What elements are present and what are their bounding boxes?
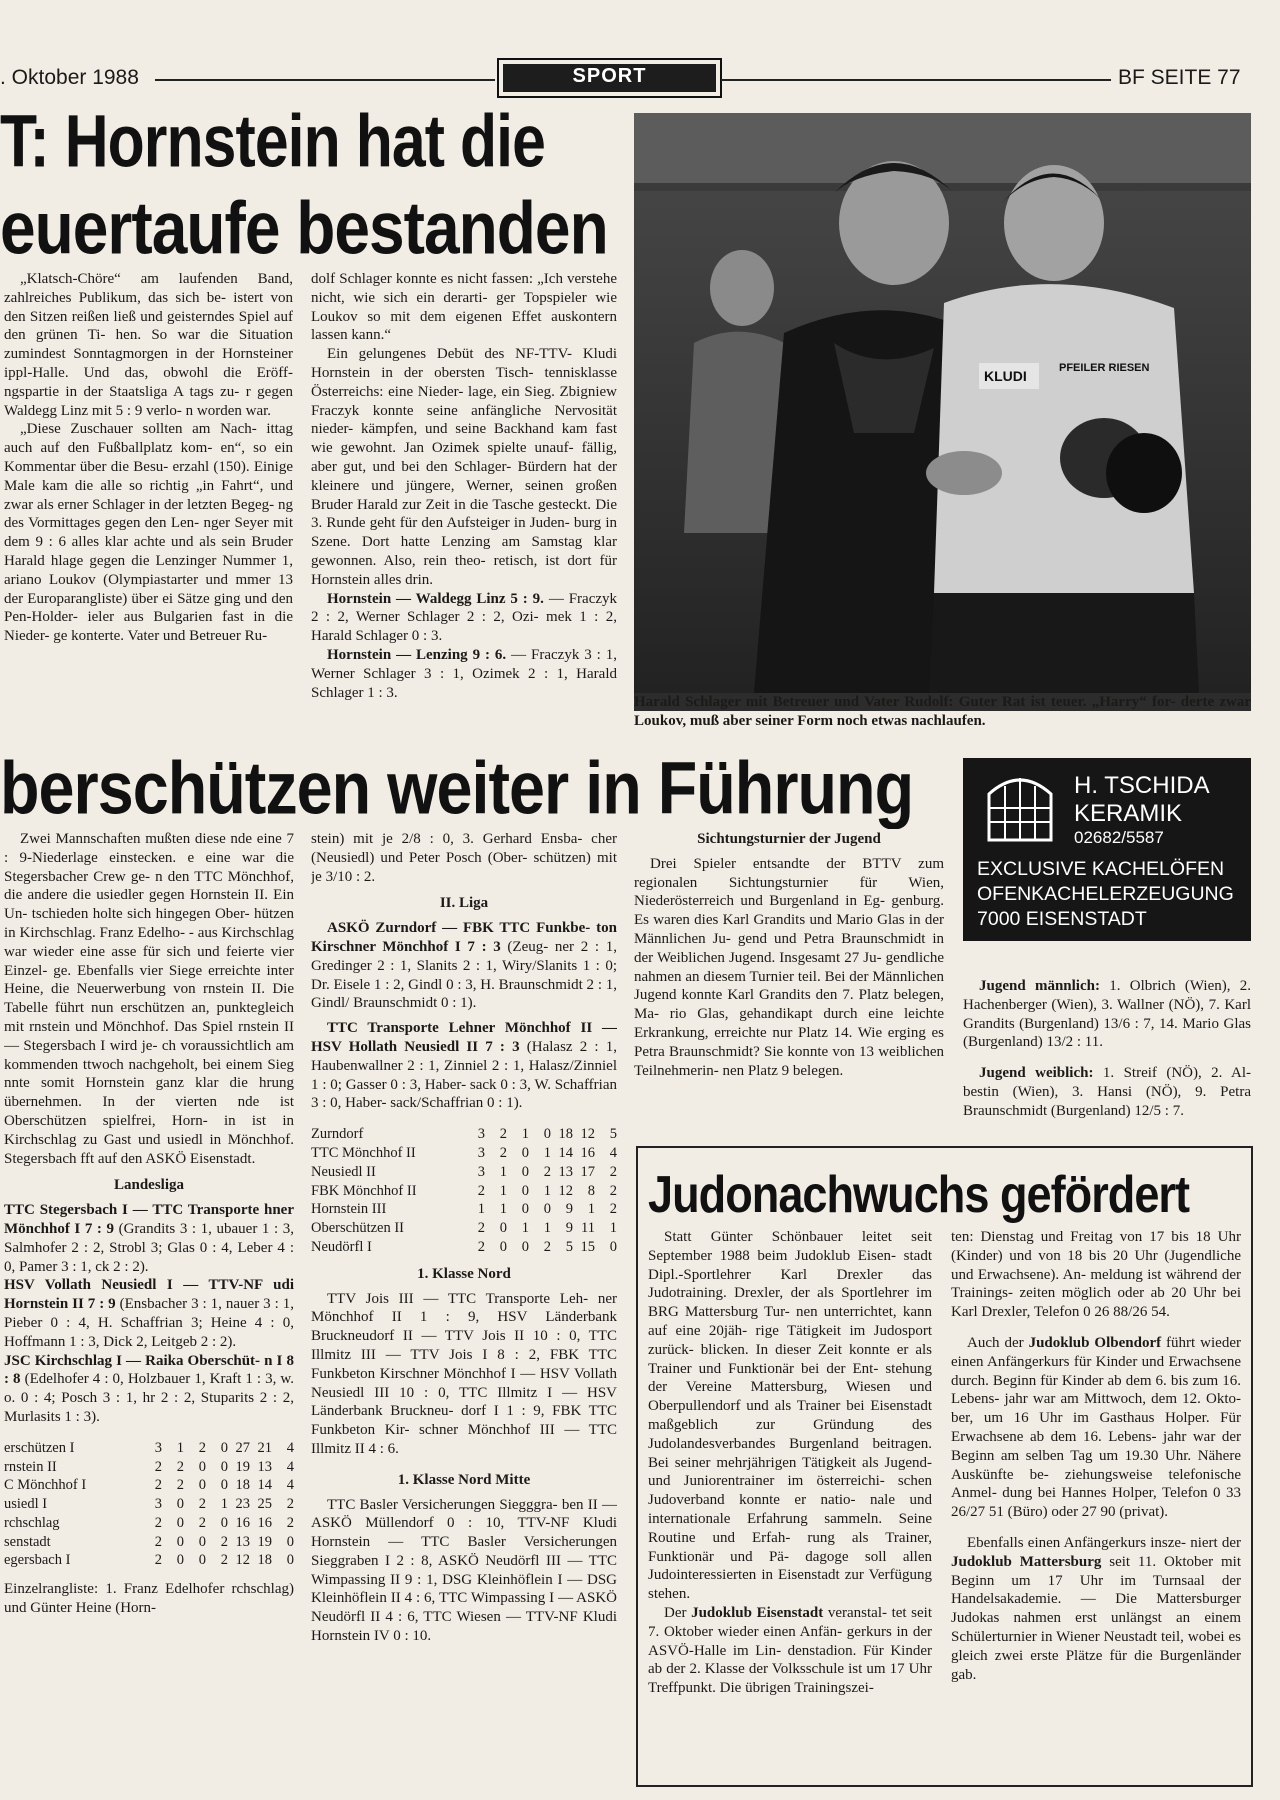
standings-value: 1 — [477, 1201, 485, 1218]
standings-value: 0 — [286, 1552, 294, 1569]
standings-row — [311, 1238, 617, 1257]
standings-value: 13 — [257, 1458, 272, 1475]
photo-caption: Harald Schlager mit Betreuer und Vater Rudolf: Guter Rat ist teuer. „Harry“ for- derte zwar Loukov, muß aber seiner Form noch etwas nachlaufen. — [634, 694, 1251, 729]
standings-value: 0 — [609, 1238, 617, 1255]
team-name: egersbach I — [4, 1552, 71, 1569]
jugend-maennlich — [963, 977, 1251, 1052]
standings-value: 1 — [521, 1126, 529, 1143]
standings-value: 0 — [198, 1458, 206, 1475]
judo-article-box — [636, 1146, 1253, 1787]
standings-value: 19 — [235, 1458, 250, 1475]
result-headline: Hornstein — Lenzing 9 : 6. — [327, 646, 507, 663]
standings-value: 0 — [521, 1238, 529, 1255]
text: Der — [664, 1604, 692, 1621]
standings-value: 2 — [154, 1533, 162, 1550]
standings-row — [311, 1200, 617, 1219]
standings-value: 0 — [220, 1477, 228, 1494]
standings-value: 18 — [235, 1477, 250, 1494]
standings-value: 1 — [543, 1220, 551, 1237]
standings-value: 17 — [580, 1163, 595, 1180]
standings-value: 0 — [521, 1163, 529, 1180]
team-name: senstadt — [4, 1533, 51, 1550]
standings-row — [4, 1476, 294, 1495]
game-details: (Halasz 2 : 1, Haubenwallner 2 : 1, Zinniel 2 : 1, Halasz/Zinniel 1 : 0; Gasser 0 : 3, Haber- sack 0 : 3, W. Schaffrian 3 : 0, Haber- sack/Schaffrian 0 : 1). — [311, 1038, 617, 1112]
standings-value: 9 — [565, 1220, 573, 1237]
standings-row — [311, 1163, 617, 1182]
landesliga-game — [4, 1352, 294, 1427]
tile-stove-icon — [981, 772, 1059, 842]
ad-line: EXCLUSIVE KACHELÖFEN — [977, 858, 1225, 880]
article1-result — [311, 590, 617, 646]
standings-value: 4 — [286, 1477, 294, 1494]
standings-value: 1 — [499, 1182, 507, 1199]
standings-value: 2 — [609, 1163, 617, 1180]
standings-value: 3 — [477, 1144, 485, 1161]
team-name: Neusiedl II — [311, 1163, 376, 1180]
standings-value: 0 — [176, 1533, 184, 1550]
standings-value: 1 — [543, 1182, 551, 1199]
game-headline: ASKÖ Zurndorf — FBK TTC Funkbe- ton Kirschner Mönchhof I 7 : 3 — [311, 920, 617, 955]
standings-value: 2 — [499, 1126, 507, 1143]
article2-headline: berschützen weiter in Führung — [0, 746, 914, 829]
header-rule-left — [155, 79, 495, 81]
judo-paragraph: Statt Günter Schönbauer leitet seit September 1988 beim Judoklub Eisen- stadt Dipl.-Sportlehrer Karl Drexler das Judotraining. Drexler, der als Sportlehrer im BRG Mattersburg Tur- nen unterrichtet, kann auf eine 20jäh- rige Tätigkeit im Judosport zurück- blicken. In dieser Zeit konnte er als Trainer und Funktionär bei der Ent- stehung der Vereine Mattersburg, Wiesen und Oberpullendorf und als Trainer bei Eisenstadt maßgeblich zur Gründung des Judolandesverbandes Burgenland beitragen. Bei seiner mehrjährigen Tätigkeit als Jugend- und Juniorentrainer im österreichi- schen Judoverband konnte er natio- nale und internationale Erfahrung sammeln. Seine Routine und Erfah- rung als Trainer, Funktionär und Pä- dagoge soll allen Judointeressierten in Eisenstadt zur Verfügung stehen. — [648, 1229, 932, 1603]
nord-results: TTV Jois III — TTC Transporte Leh- ner Mönchhof II 1 : 9, HSV Länderbank Bruckneudorf II — TTV Jois II 10 : 0, TTC Illmitz III — TTV Jois I 8 : 2, FBK TTC Funkbeton Kirschner Mönchhof I — HSV Vollath Neusiedl III 10 : 0, TTC Illmitz I — HSV Länderbank Bruckneu- dorf I 1 : 9, FBK TTC Funkbeton Kir- schner Mönchhof III — TTC Illmitz II 4 : 6. — [311, 1290, 617, 1457]
standings-value: 0 — [543, 1126, 551, 1143]
einzelrangliste: Einzelrangliste: 1. Franz Edelhofer rchschlag) und Günter Heine (Horn- — [4, 1581, 294, 1617]
standings-row — [4, 1495, 294, 1514]
standings-value: 0 — [198, 1477, 206, 1494]
standings-value: 0 — [543, 1201, 551, 1218]
standings-value: 11 — [581, 1220, 595, 1237]
standings-value: 16 — [580, 1144, 595, 1161]
article1-column2 — [311, 270, 617, 742]
text: veranstal- tet seit 7. Oktober wieder einen Anfän- gerkurs in der ASVÖ-Halle im Lin- denstadion. Für Kinder ab der 2. Klasse der Volksschule ist um 17 Uhr Treffpunkt. Die übrigen Trainingszei- — [648, 1604, 932, 1697]
standings-row — [4, 1458, 294, 1477]
standings-row — [311, 1144, 617, 1163]
standings-value: 2 — [609, 1201, 617, 1218]
club-name: Judoklub Mattersburg — [951, 1553, 1102, 1570]
standings-value: 1 — [521, 1220, 529, 1237]
standings-value: 27 — [235, 1439, 250, 1456]
game-headline: TTC Transporte Lehner Mönchhof II — HSV Hollath Neusiedl II 7 : 3 — [311, 1020, 617, 1055]
standings-row — [311, 1219, 617, 1238]
text: führt wieder einen Anfängerkurs für Kinder und Erwachsene durch. Beginn für Kinder ab dem 6. bis zum 16. Lebens- jahr war am Mittwoch, dem 12. Okto- ber, um 16 Uhr im Gasthaus Holper. Für Erwachsene ab dem 16. Lebens- jahr war der Beginn am selben Tag um 19.30 Uhr. Nähere Auskünfte be- ziehungsweise telefonische Anmel- dung bei Hannes Holper, Telefon 0 33 26/27 51 (Büro) oder 27 90 (privat). — [951, 1334, 1241, 1521]
standings-value: 2 — [154, 1477, 162, 1494]
text: Auch der — [967, 1334, 1029, 1351]
standings-value: 5 — [609, 1126, 617, 1143]
standings-value: 2 — [220, 1552, 228, 1569]
landesliga-game — [4, 1276, 294, 1351]
ad-phone: 02682/5587 — [1074, 828, 1164, 847]
standings-value: 14 — [558, 1144, 573, 1161]
article1-paragraph: „Diese Zuschauer sollten am Nach- ittag auch auf den Fußballplatz kom- en“, so ein Kommentar über die Besu- erzahl (150). Einige Male kam die alle so richtig „in Fahrt“, und zwar als erner Schlager in der letzten Begeg- ng des Vormittages gegen den Len- nger Seyer mit dem 9 : 6 alles klar achte und als sein Bruder Harald hlage gegen die Lenzinger Nummer 1, ariano Loukov (Olympiastarter und mmer 13 der Europarangliste) über ei Sätze ging und den Pen-Holder- ieler aus Bulgarien fast in die Nieder- ge konterte. Vater und Betreuer Ru- — [4, 421, 293, 645]
judo-paragraph — [951, 1334, 1241, 1522]
standings-value: 2 — [499, 1144, 507, 1161]
standings-row — [4, 1551, 294, 1570]
standings-value: 4 — [609, 1144, 617, 1161]
page-number: BF SEITE 77 — [1118, 66, 1241, 89]
standings-value: 0 — [220, 1458, 228, 1475]
standings-row — [311, 1182, 617, 1201]
standings-value: 2 — [198, 1439, 206, 1456]
article1-paragraph: Ein gelungenes Debüt des NF-TTV- Kludi Hornstein in der obersten Tisch- tennisklasse Österreichs: eine Nieder- lage, ein Sieg. Zbigniew Fraczyk konnte seine anfängliche Nervosität nieder- kämpfen, und seine Backhand kam fast wie gewohnt. Jan Ozimek spielte unauf- fällig, aber gut, und bei den Schlager- Bürdern hat der kleinere und jüngere, Werner, seinen großen Bruder Harald zur Zeit in die Tasche gesteckt. Die 3. Runde geht für den Aufsteiger in Juden- burg in Szene. Dort hatte Lenzing am Samstag klar gewonnen. Also, rein theo- retisch, ist dort für Hornstein alles drin. — [311, 346, 617, 588]
standings-value: 2 — [286, 1496, 294, 1513]
jugend-maennlich-results: 1. Olbrich (Wien), 2. Hachenberger (Wien), 3. Wallner (NÖ), 7. Karl Grandits (Burgenland) 13/6 : 7, 14. Mario Glas (Burgenland) 13/2 : 11. — [963, 978, 1251, 1051]
standings-value: 2 — [220, 1533, 228, 1550]
judo-column1 — [648, 1228, 932, 1778]
liga2-table — [311, 1125, 617, 1257]
game-details: (Ensbacher 3 : 1, nauer 3 : 1, Pieber 0 : 4, H. Schaffrian 3; Heine 4 : 0, Hoffmann 1 : 3, Dick 2, Leitgeb 2 : 2). — [4, 1296, 294, 1350]
shirt-sponsor: PFEILER RIESEN — [1059, 362, 1150, 374]
standings-value: 25 — [257, 1496, 272, 1513]
standings-value: 2 — [477, 1182, 485, 1199]
standings-value: 2 — [154, 1458, 162, 1475]
standings-row — [311, 1125, 617, 1144]
standings-value: 0 — [176, 1496, 184, 1513]
standings-value: 3 — [154, 1496, 162, 1513]
standings-value: 1 — [499, 1201, 507, 1218]
judo-paragraph: ten: Dienstag und Freitag von 17 bis 18 Uhr (Kinder) und von 18 bis 20 Uhr (Jugendliche und Erwachsene). An- meldung ist während der Trainings- zeiten möglich oder ab 20 Uhr bei Karl Drexler, Telefon 0 26 88/26 54. — [951, 1229, 1241, 1321]
standings-value: 2 — [609, 1182, 617, 1199]
jugend-title: Sichtungsturnier der Jugend — [697, 831, 881, 847]
standings-value: 21 — [257, 1439, 272, 1456]
standings-value: 18 — [558, 1126, 573, 1143]
standings-value: 1 — [587, 1201, 595, 1218]
standings-row — [4, 1533, 294, 1552]
liga2-game — [311, 1019, 617, 1113]
standings-value: 0 — [521, 1144, 529, 1161]
standings-value: 0 — [521, 1182, 529, 1199]
text: seit 11. Oktober mit Beginn um 17 Uhr im Turnsaal der Handelsakademie. — Die Mattersburger Judokas nahmen erst unlängst an einem Schülerturnier in Wiener Neustadt teil, wobei es gleich zwei erste Plätze für die Burgenländer gab. — [951, 1553, 1241, 1683]
standings-value: 15 — [580, 1238, 595, 1255]
club-name: Judoklub Eisenstadt — [691, 1604, 824, 1621]
standings-value: 5 — [565, 1238, 573, 1255]
club-name: Judoklub Olbendorf — [1028, 1334, 1162, 1351]
article1-paragraph: dolf Schlager konnte es nicht fassen: „Ich verstehe nicht, wie sich ein derarti- ger Topspieler wie Loukov so mit dem eigenen Effet auskontern lassen kann.“ — [311, 271, 617, 344]
game-headline: JSC Kirchschlag I — Raika Oberschüt- n I 8 : 8 — [4, 1352, 294, 1388]
article1-headline-line2: euertaufe bestanden — [0, 186, 608, 269]
team-name: usiedl I — [4, 1496, 48, 1513]
standings-value: 0 — [198, 1533, 206, 1550]
standings-value: 13 — [558, 1163, 573, 1180]
standings-value: 2 — [543, 1238, 551, 1255]
article1-headline-line1: T: Hornstein hat die — [0, 99, 545, 182]
section-label — [497, 58, 722, 98]
standings-value: 0 — [499, 1220, 507, 1237]
ad-lines — [977, 857, 1234, 932]
standings-value: 0 — [220, 1439, 228, 1456]
team-name: Zurndorf — [311, 1126, 364, 1143]
landesliga-table — [4, 1439, 294, 1571]
judo-paragraph — [648, 1604, 932, 1698]
team-name: rchschlag — [4, 1514, 60, 1531]
standings-value: 16 — [235, 1514, 250, 1531]
standings-value: 0 — [521, 1201, 529, 1218]
judo-paragraph — [951, 1534, 1241, 1684]
standings-value: 0 — [176, 1514, 184, 1531]
result-headline: Hornstein — Waldegg Linz 5 : 9. — [327, 590, 544, 607]
article2-column3 — [634, 830, 944, 1130]
standings-value: 2 — [198, 1514, 206, 1531]
team-name: rnstein II — [4, 1458, 57, 1475]
standings-value: 0 — [499, 1238, 507, 1255]
standings-row — [4, 1514, 294, 1533]
standings-value: 9 — [565, 1201, 573, 1218]
standings-value: 23 — [235, 1496, 250, 1513]
photo-illustration — [634, 113, 1251, 693]
standings-value: 1 — [176, 1439, 184, 1456]
standings-value: 12 — [580, 1126, 595, 1143]
article1-paragraph: „Klatsch-Chöre“ am laufenden Band, zahlreiches Publikum, das sich be- istert von den Sitzen reißen ließ und geisterndes Spiel auf den grünen Ti- hen. So war die Situation zumindest Sonntagmorgen in der Hornsteiner ippl-Halle. Und das, obwohl die Eröff- ngspartie in der Staatsliga A tags zu- r gegen Waldegg Linz mit 5 : 9 verlo- n worden war. — [4, 271, 293, 419]
issue-date: . Oktober 1988 — [0, 66, 139, 89]
standings-value: 14 — [257, 1477, 272, 1494]
jugend-weiblich-label: Jugend weiblich: — [979, 1065, 1094, 1082]
standings-value: 2 — [477, 1220, 485, 1237]
judo-column2 — [951, 1228, 1241, 1778]
result-details: — Fraczyk 2 : 2, Werner Schlager 2 : 2, Ozi- mek 1 : 2, Harald Schlager 0 : 3. — [311, 590, 617, 645]
standings-value: 4 — [286, 1458, 294, 1475]
standings-value: 0 — [176, 1552, 184, 1569]
liga2-title: II. Liga — [439, 895, 489, 912]
text: Ebenfalls einen Anfängerkurs insze- niert der — [967, 1534, 1241, 1551]
standings-value: 1 — [609, 1220, 617, 1237]
standings-value: 16 — [257, 1514, 272, 1531]
jugend-weiblich — [963, 1064, 1251, 1120]
landesliga-game — [4, 1201, 294, 1276]
standings-value: 19 — [257, 1533, 272, 1550]
standings-value: 3 — [477, 1126, 485, 1143]
standings-value: 0 — [220, 1514, 228, 1531]
standings-value: 2 — [176, 1477, 184, 1494]
game-details: (Grandits 3 : 1, ubauer 1 : 3, Salmhofer 2 : 2, Strobl 3; Glas 0 : 4, Leber 4 : 0, Pamer 3 : 1, ck 2 : 2). — [4, 1220, 294, 1275]
standings-value: 18 — [257, 1552, 272, 1569]
team-name: Neudörfl I — [311, 1238, 372, 1255]
standings-value: 3 — [477, 1163, 485, 1180]
standings-value: 3 — [154, 1439, 162, 1456]
result-details: — Fraczyk 3 : 1, Werner Schlager 3 : 1, Ozimek 2 : 1, Harald Schlager 1 : 3. — [311, 646, 617, 701]
ad-line: OFENKACHELERZEUGUNG — [977, 883, 1234, 905]
standings-value: 0 — [198, 1552, 206, 1569]
game-details: (Zeug- ner 2 : 1, Gredinger 2 : 1, Slanits 2 : 1, Wiry/Slanits 1 : 0; Dr. Eisele 1 : 2, Gindl 0 : 3, H. Braunschmidt 2 : 1, Gindl/ Braunschmidt 0 : 1). — [311, 938, 617, 1012]
standings-value: 12 — [558, 1182, 573, 1199]
liga2-game — [311, 919, 617, 1013]
ad-line: 7000 EISENSTADT — [977, 908, 1147, 930]
standings-value: 2 — [543, 1163, 551, 1180]
standings-value: 4 — [286, 1439, 294, 1456]
rangliste-continued: stein) mit je 2/8 : 0, 3. Gerhard Ensba- cher (Neusiedl) und Peter Posch (Ober- schützen) mit je 3/10 : 2. — [311, 831, 617, 885]
ad-company-name: H. TSCHIDA — [1074, 772, 1210, 799]
standings-value: 12 — [235, 1552, 250, 1569]
article2-intro: Zwei Mannschaften mußten diese nde eine 7 : 9-Niederlage einstecken. e eine war die Stegersbacher Crew ge- n den TTC Mönchhof, die andere die usiedler gegen Hornstein II. Ein Un- tschieden holte sich hingegen Ober- hützen in Kirchschlag. Franz Edelho- - aus Kirchschlag war wieder eine asse für sich und feierte vier Einzel- ge. Ebenfalls vier Siege erreichte inter Heine, die Neuerwerbung von rnstein II. Die Tabelle führt nun erschützen an, punktegleich mit rnstein und Mönchhof. Das Spiel rnstein II — Stegersbach I wird je- ch voraussichtlich am kommenden ttwoch nachgeholt, bei einem Sieg nnte somit Hornstein ganz klar die hrung übernehmen. In der vierten nde ist Oberschützen spielfrei, Horn- in ist in Kirchschlag zu Gast und usiedl in Mönchhof. Stegersbach fft auf den ASKÖ Eisenstadt. — [4, 831, 294, 1167]
standings-value: 2 — [198, 1496, 206, 1513]
team-name: Oberschützen II — [311, 1220, 404, 1237]
game-headline: HSV Vollath Neusiedl I — TTV-NF udi Hornstein II 7 : 9 — [4, 1277, 294, 1313]
team-name: erschützen I — [4, 1439, 75, 1456]
nordmitte-title: 1. Klasse Nord Mitte — [397, 1471, 531, 1488]
team-name: FBK Mönchhof II — [311, 1182, 417, 1199]
nord-title: 1. Klasse Nord — [417, 1265, 511, 1282]
game-details: (Edelhofer 4 : 0, Holzbauer 1, Kraft 1 : 3, w. o. 0 : 4; Posch 3 : 1, hr 2 : 2, Stuparits 2 : 2, Murlasits 1 : 3). — [4, 1371, 294, 1425]
article2-column4 — [963, 977, 1251, 1137]
header-rule-right — [721, 79, 1111, 81]
nordmitte-results: TTC Basler Versicherungen Siegggra- ben II — ASKÖ Müllendorf 0 : 10, TTV-NF Kludi Hornstein — TTC Basler Versicherungen Sieggraben I 2 : 8, ASKÖ Neudörfl III — TTC Wimpassing II 9 : 1, DSG Kleinhöflein I — DSG Kleinhöflein II 4 : 6, TTC Wimpassing I — ASKÖ Neudörfl II 4 : 6, TTC Wiesen — TTV-NF Kludi Hornstein IV 0 : 10. — [311, 1496, 617, 1645]
jugend-weiblich-results: 1. Streif (NÖ), 2. Al- bestin (Wien), 3. Hansi (NÖ), 9. Petra Braunschmidt (Burgenland) 12/5 : 7. — [963, 1065, 1251, 1119]
team-name: TTC Mönchhof II — [311, 1144, 416, 1161]
standings-value: 2 — [286, 1514, 294, 1531]
standings-row — [4, 1439, 294, 1458]
game-headline: TTC Stegersbach I — TTC Transporte hner Mönchhof I 7 : 9 — [4, 1202, 294, 1237]
ad-trade: KERAMIK — [1074, 800, 1183, 827]
standings-value: 0 — [286, 1533, 294, 1550]
jugend-maennlich-label: Jugend männlich: — [979, 978, 1100, 994]
standings-value: 2 — [154, 1514, 162, 1531]
article2-column2 — [311, 830, 617, 1780]
article1-column1 — [4, 270, 293, 742]
section-label-text: SPORT — [503, 64, 716, 92]
standings-value: 8 — [587, 1182, 595, 1199]
judo-headline: Judonachwuchs gefördert — [648, 1165, 1190, 1224]
standings-value: 1 — [220, 1496, 228, 1513]
team-name: C Mönchhof I — [4, 1477, 87, 1494]
landesliga-title: Landesliga — [113, 1177, 185, 1194]
table-tennis-photo — [634, 113, 1251, 711]
standings-value: 2 — [176, 1458, 184, 1475]
shirt-logo: KLUDI — [984, 368, 1027, 384]
standings-value: 2 — [477, 1238, 485, 1255]
standings-value: 13 — [235, 1533, 250, 1550]
jugend-text: Drei Spieler entsandte der BTTV zum regionalen Sichtungsturnier für Wien, Niederösterreich und Burgenland in Eg- genburg. Es waren dies Karl Grandits und Mario Glas in der Männlichen Ju- gend und Petra Braunschmidt in der Weiblichen Jugend. Insgesamt 27 Ju- gendliche nahmen an diesem Turnier teil. Bei der Männlichen Jugend konnte Karl Grandits den 7. Platz belegen, Ma- rio Glas, gehandikapt durch eine leichte Erkrankung, erreichte nur Platz 14. Wie erging es Petra Braunschmidt? Sie konnte von 13 weiblichen Teilnehmerin- nen Platz 9 belegen. — [634, 855, 944, 1079]
standings-value: 1 — [499, 1163, 507, 1180]
team-name: Hornstein III — [311, 1201, 387, 1218]
standings-value: 2 — [154, 1552, 162, 1569]
article2-column1 — [4, 830, 294, 1780]
advertisement-tschida-keramik — [963, 758, 1251, 941]
standings-value: 1 — [543, 1144, 551, 1161]
article1-result — [311, 646, 617, 702]
